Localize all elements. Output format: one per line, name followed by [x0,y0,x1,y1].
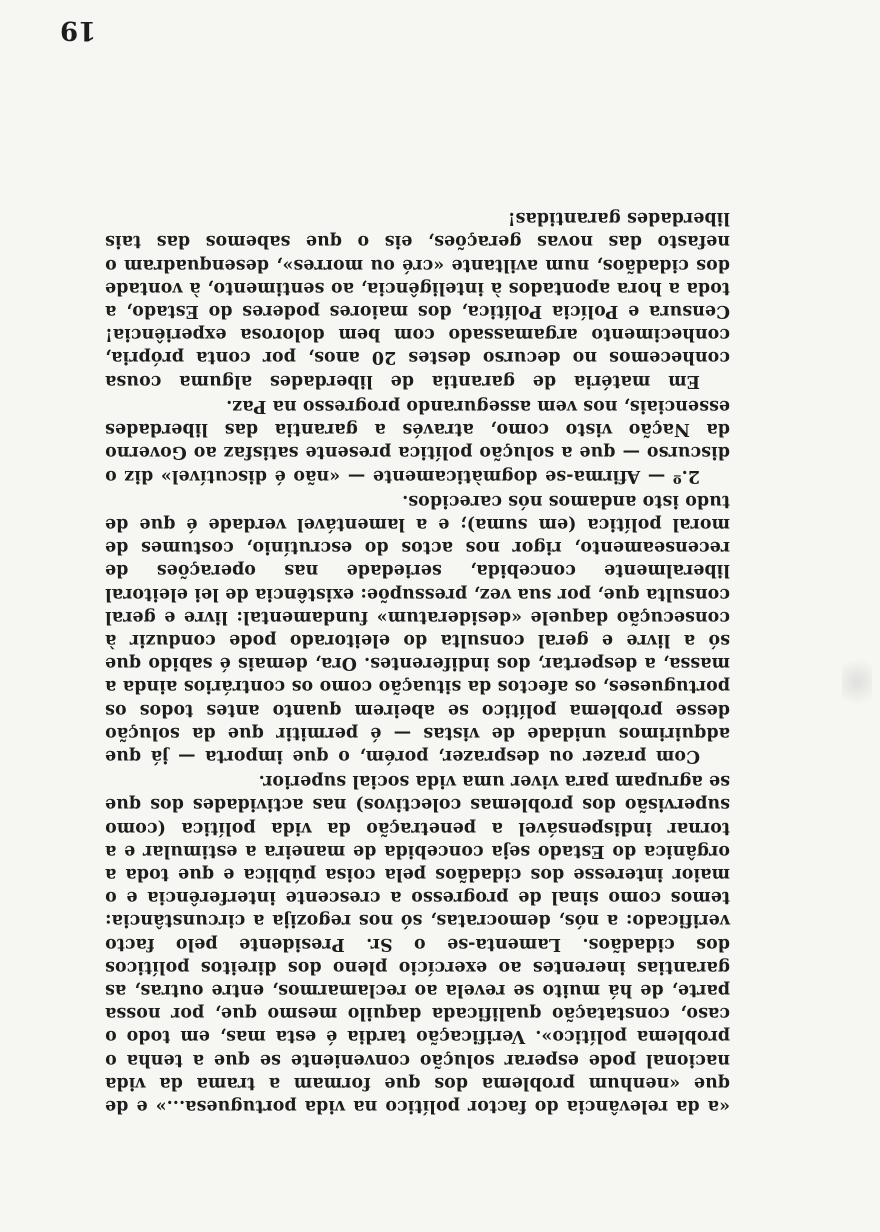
page-body [105,206,730,1117]
paragraph-3: 2.º — Afirma-se dogmàticamente — «não é discutível» diz o discurso — que a solução política presente satisfaz ao Governo da Nação visto como, através a garantia das liberdades essenciais, nos vem assegurando progresso na Paz. [105,395,730,486]
page-number: 19 [60,15,97,45]
paragraph-1: «a da relevância do factor político na vida portuguesa...» e de que «nenhum problema dos que formam a trama da vida nacional pode esperar solução conveniente se que a tenha o problema político». Verificação tardia é esta mas, em todo o caso, constatação qualificada daquilo mesmo que, por nossa parte, de há muito se revela ao reclamarmos, entre outras, as garantias inerentes ao exercício pleno dos direitos políticos dos cidadãos. Lamenta-se o Sr. Presidente pelo facto verificado: a nós, democratas, só nos regozija a circunstância: temos como sinal de progresso a crescente interferência e o maior interesse dos cidadãos pela coisa pública e que toda a orgânica do Estado seja concebida de maneira a estimular e a tornar indispensável a penetração da vida política (como supervisão dos problemas colectivos) nas actividades dos que se agrupam para viver uma vida social superior. [105,771,730,1116]
paragraph-4: Em matéria de garantia de liberdades alguma cousa conhecemos no decurso destes 20 anos, por conta própria, conhecimento argamassado com bem dolorosa experiência! Censura e Polícia Política, dos maiores poderes do Estado, a toda a hora apontados à inteligência, ao sentimento, à vontade dos cidadãos, num aviltante «cré ou morres», desenquadram o nefasto das novas gerações, eis o que sabemos das tais liberdades garantidas! [105,208,730,391]
paragraph-2: Com prazer ou desprazer, porém, o que importa — já que adquirimos unidade de vistas — é permitir que da solução desse problema político se abeirem quanto antes todos os portugueses, os afectos da situação como os contrários ainda a massa, a despertar, dos indiferentes. Ora, demais é sabido que só a livre e geral consulta do eleitorado pode conduzir à consecução daquele «desideratum» fundamental: livre e geral consulta que, por sua vez, pressupõe: existência de lei eleitoral liberalmente concebida, seriedade nas operações de recenseamento, rigor nos actos do escrutínio, costumes de moral política (em suma); e a lamentável verdade é que de tudo isto andamos nós carecidos. [105,490,730,766]
scan-smudge [842,652,872,712]
